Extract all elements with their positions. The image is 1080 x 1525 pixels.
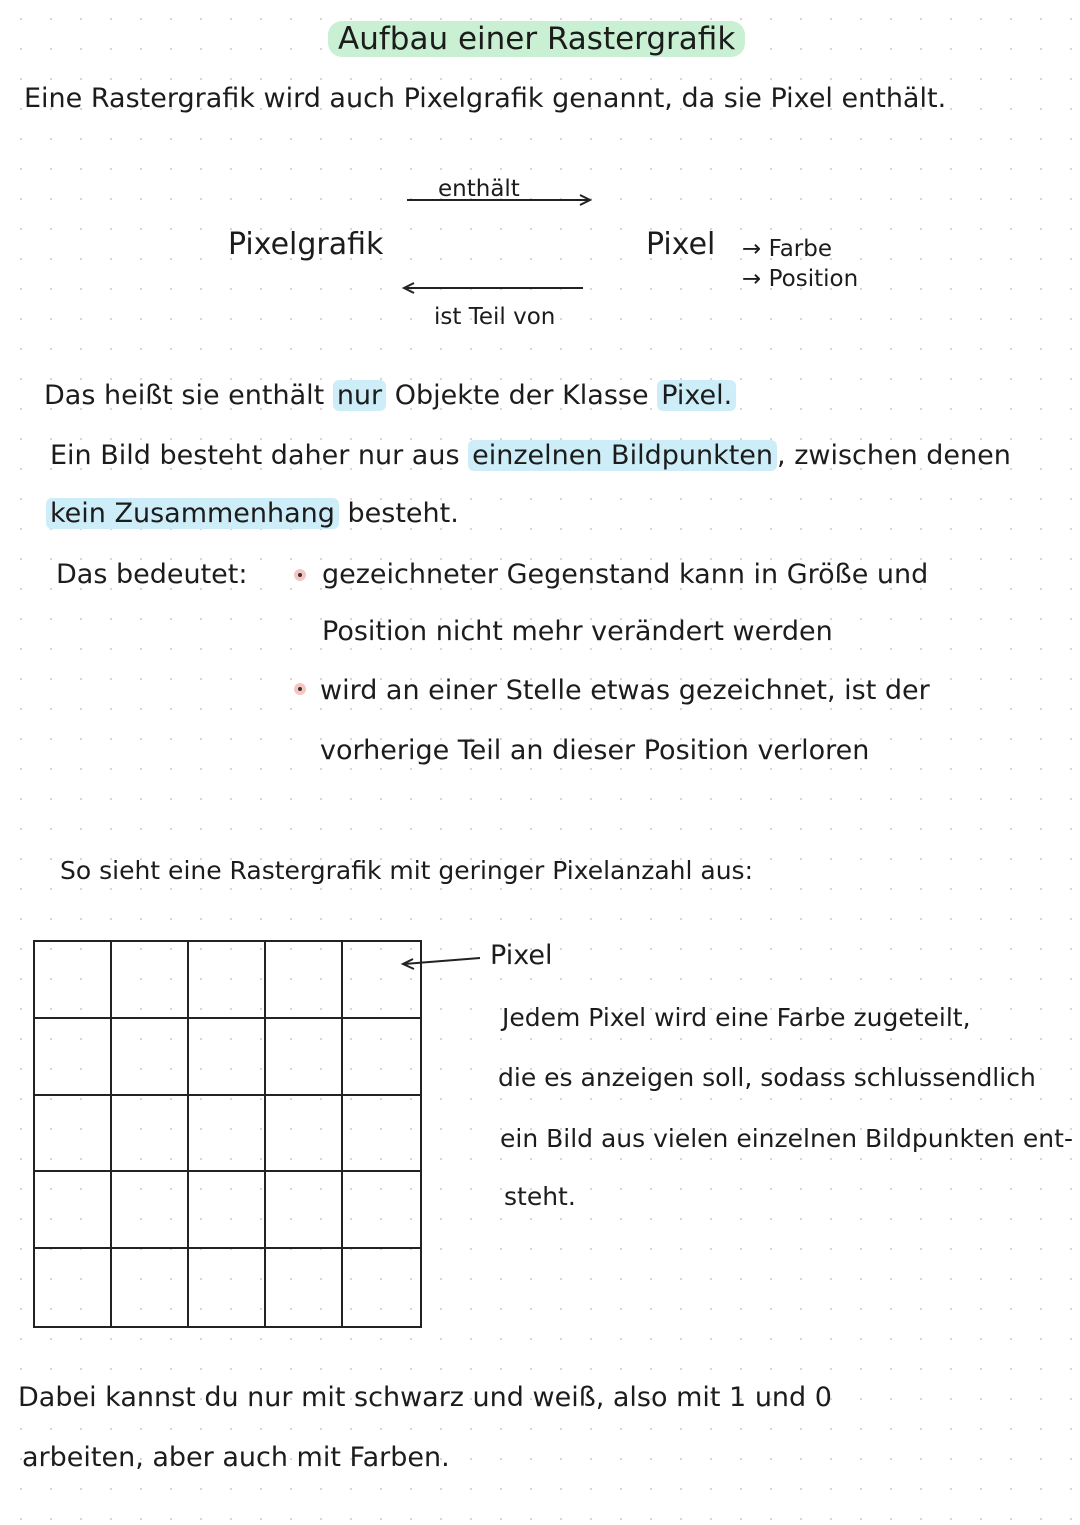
grid-cell xyxy=(35,942,112,1019)
grid-cell xyxy=(343,1172,420,1249)
grid-cell xyxy=(35,1249,112,1326)
grid-cell xyxy=(343,1249,420,1326)
explanation-line-3: ein Bild aus vielen einzelnen Bildpunkten ent- xyxy=(500,1124,1073,1153)
diagram-pixel: Pixel xyxy=(646,227,716,262)
grid-cell xyxy=(343,1096,420,1173)
explanation-line-4: steht. xyxy=(504,1182,576,1211)
grid-cell xyxy=(266,1019,343,1096)
grid-cell xyxy=(112,942,189,1019)
diagram-pixelgrafik: Pixelgrafik xyxy=(228,227,384,262)
paragraph-1: Das heißt sie enthält nur Objekte der Klasse Pixel. xyxy=(44,379,736,413)
footer-line-1: Dabei kannst du nur mit schwarz und weiß, also mit 1 und 0 xyxy=(18,1382,832,1413)
highlight-kein-zusammenhang: kein Zusammenhang xyxy=(46,498,339,529)
arrow-label-enthaelt: enthält xyxy=(438,176,520,202)
grid-cell xyxy=(189,1096,266,1173)
grid-cell xyxy=(35,1172,112,1249)
grid-cell xyxy=(112,1249,189,1326)
grid-cell xyxy=(112,1019,189,1096)
highlight-einzelnen-bildpunkten: einzelnen Bildpunkten xyxy=(468,440,777,471)
grid-cell xyxy=(35,1019,112,1096)
bullet-point xyxy=(294,683,306,695)
grid-cell xyxy=(189,1249,266,1326)
bullet-2-line-1: wird an einer Stelle etwas gezeichnet, ist der xyxy=(320,675,930,706)
grid-cell xyxy=(35,1096,112,1173)
paragraph-2: Ein Bild besteht daher nur aus einzelnen Bildpunkten , zwischen denen xyxy=(50,440,1011,471)
grid-cell xyxy=(266,1172,343,1249)
bullet-2-line-2: vorherige Teil an dieser Position verloren xyxy=(320,735,870,766)
grid-cell xyxy=(343,1019,420,1096)
bullet-1-line-1: gezeichneter Gegenstand kann in Größe und xyxy=(322,559,929,590)
grid-cell xyxy=(189,942,266,1019)
example-caption: So sieht eine Rastergrafik mit geringer Pixelanzahl aus: xyxy=(60,856,754,885)
pixel-label: Pixel xyxy=(490,940,553,971)
grid-cell xyxy=(266,1096,343,1173)
highlight-pixel: Pixel. xyxy=(657,380,736,411)
bullet-point xyxy=(294,569,306,581)
grid-cell xyxy=(266,942,343,1019)
grid-cell xyxy=(343,942,420,1019)
attribute-farbe: → Farbe xyxy=(742,236,833,262)
pixel-grid xyxy=(33,940,422,1328)
attribute-position: → Position xyxy=(742,266,859,292)
explanation-line-1: Jedem Pixel wird eine Farbe zugeteilt, xyxy=(502,1003,971,1032)
highlight-nur: nur xyxy=(333,380,386,411)
grid-cell xyxy=(189,1172,266,1249)
title-highlight: Aufbau einer Rastergrafik xyxy=(328,21,745,57)
grid-cell xyxy=(266,1249,343,1326)
means-label: Das bedeutet: xyxy=(56,559,248,590)
bullet-1-line-2: Position nicht mehr verändert werden xyxy=(322,616,833,647)
intro-text: Eine Rastergrafik wird auch Pixelgrafik genannt, da sie Pixel enthält. xyxy=(24,83,947,114)
paragraph-3: kein Zusammenhang besteht. xyxy=(46,497,459,531)
grid-cell xyxy=(189,1019,266,1096)
arrow-label-ist-teil-von: ist Teil von xyxy=(434,304,556,330)
footer-line-2: arbeiten, aber auch mit Farben. xyxy=(22,1442,450,1473)
grid-cell xyxy=(112,1172,189,1249)
explanation-line-2: die es anzeigen soll, sodass schlussendlich xyxy=(498,1063,1036,1092)
grid-cell xyxy=(112,1096,189,1173)
